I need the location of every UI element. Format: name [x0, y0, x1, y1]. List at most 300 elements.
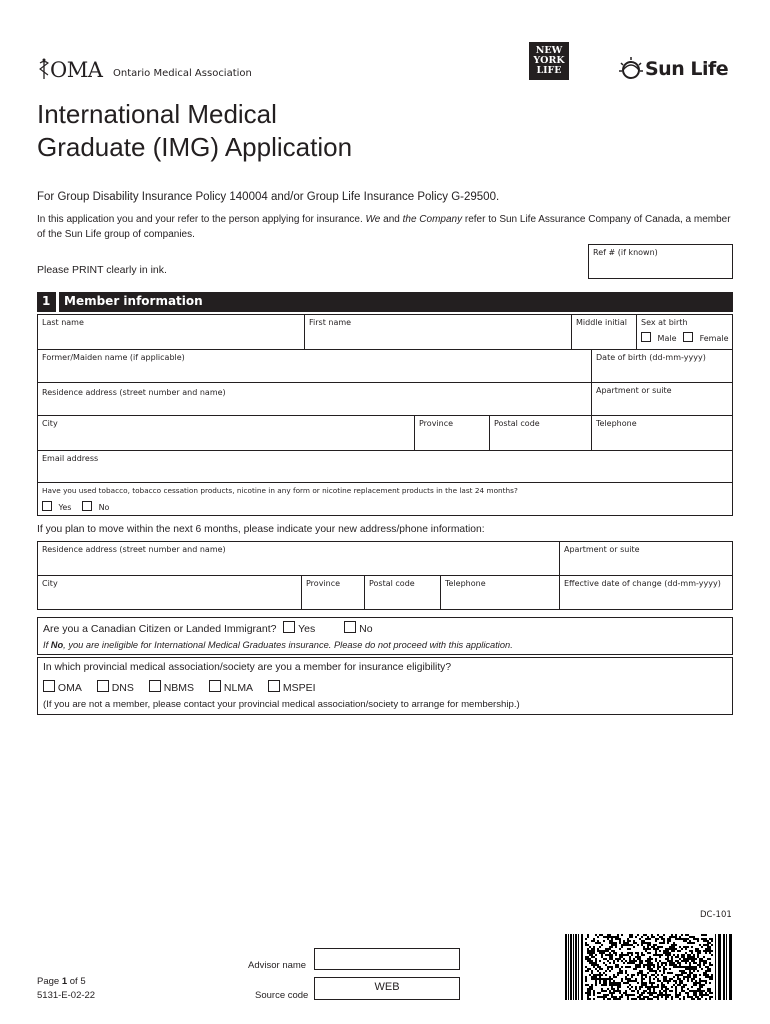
barcode-module	[663, 984, 665, 986]
barcode-module	[689, 954, 691, 956]
barcode-module	[681, 972, 683, 974]
barcode-module	[611, 944, 613, 946]
barcode-module	[649, 952, 651, 954]
barcode-module	[595, 968, 597, 970]
barcode-module	[593, 966, 595, 968]
barcode-module	[689, 966, 691, 968]
barcode-module	[693, 994, 695, 996]
tobacco-no-checkbox[interactable]	[82, 501, 92, 511]
barcode-module	[683, 940, 685, 942]
barcode-module	[695, 966, 697, 968]
apartment-field[interactable]	[591, 382, 733, 416]
former-name-field[interactable]	[37, 349, 592, 383]
advisor-name-field[interactable]	[314, 948, 460, 970]
barcode-module	[587, 944, 589, 946]
last-name-field[interactable]	[37, 314, 305, 350]
new-residence-field[interactable]	[37, 541, 560, 576]
barcode-module	[709, 964, 711, 966]
barcode-module	[629, 934, 631, 936]
residence-address-field[interactable]	[37, 382, 592, 416]
barcode-module	[697, 988, 699, 990]
barcode-module	[705, 938, 707, 940]
barcode-module	[605, 980, 607, 982]
barcode-module	[707, 968, 709, 970]
barcode-module	[705, 980, 707, 982]
barcode-module	[611, 946, 613, 948]
barcode-module	[693, 966, 695, 968]
barcode-module	[641, 978, 643, 980]
barcode-module	[625, 992, 627, 994]
barcode-module	[671, 946, 673, 948]
barcode-module	[629, 952, 631, 954]
barcode-module	[685, 958, 687, 960]
barcode-module	[679, 950, 681, 952]
barcode-module	[671, 960, 673, 962]
intro-desc-2: refer to Sun Life Assurance Company of Canada, a member of the Sun Life group of companies.	[37, 214, 731, 240]
barcode-module	[683, 998, 685, 1000]
barcode-module	[683, 960, 685, 962]
barcode-module	[645, 986, 647, 988]
caduceus-icon	[38, 58, 50, 80]
barcode-module	[693, 998, 695, 1000]
new-postal-code-field[interactable]	[364, 575, 441, 610]
barcode-module	[695, 992, 697, 994]
barcode-module	[709, 950, 711, 952]
barcode-module	[597, 978, 599, 980]
barcode-module	[621, 960, 623, 962]
barcode-module	[705, 998, 707, 1000]
new-telephone-field[interactable]	[440, 575, 560, 610]
barcode-module	[655, 940, 657, 942]
barcode-module	[687, 960, 689, 962]
barcode-module	[631, 994, 633, 996]
barcode-module	[687, 966, 689, 968]
barcode-module	[681, 948, 683, 950]
barcode-module	[597, 996, 599, 998]
barcode-module	[607, 954, 609, 956]
barcode-module	[705, 944, 707, 946]
mspei-checkbox[interactable]	[268, 680, 280, 692]
barcode-module	[627, 986, 629, 988]
barcode-module	[663, 976, 665, 978]
barcode-module	[597, 942, 599, 944]
barcode-module	[599, 960, 601, 962]
tobacco-yes-checkbox[interactable]	[42, 501, 52, 511]
barcode-module	[665, 988, 667, 990]
barcode-module	[591, 986, 593, 988]
barcode-module	[691, 958, 693, 960]
barcode-module	[653, 948, 655, 950]
barcode-module	[637, 966, 639, 968]
barcode-module	[589, 990, 591, 992]
barcode-module	[691, 946, 693, 948]
barcode-module	[669, 972, 671, 974]
barcode-module	[699, 998, 701, 1000]
barcode-module	[609, 956, 611, 958]
barcode-module	[705, 950, 707, 952]
barcode-module	[687, 994, 689, 996]
barcode-module	[679, 966, 681, 968]
barcode-module	[695, 976, 697, 978]
postal-code-field[interactable]	[489, 415, 592, 451]
barcode-module	[683, 972, 685, 974]
barcode-module	[699, 992, 701, 994]
barcode-module	[697, 956, 699, 958]
barcode-module	[669, 946, 671, 948]
ref-number-field[interactable]	[588, 244, 733, 279]
barcode-module	[649, 990, 651, 992]
barcode-module	[697, 940, 699, 942]
barcode-module	[603, 950, 605, 952]
middle-initial-field[interactable]	[571, 314, 637, 350]
barcode-module	[605, 996, 607, 998]
barcode-module	[603, 958, 605, 960]
effective-date-field[interactable]	[559, 575, 733, 610]
barcode-module	[599, 968, 601, 970]
barcode-module	[621, 952, 623, 954]
barcode-module	[677, 974, 679, 976]
barcode-module	[619, 940, 621, 942]
barcode-module	[661, 974, 663, 976]
barcode-module	[703, 960, 705, 962]
barcode-module	[645, 974, 647, 976]
barcode-module	[601, 934, 603, 936]
barcode-module	[665, 978, 667, 980]
barcode-module	[703, 944, 705, 946]
barcode-module	[647, 986, 649, 988]
nlma-checkbox[interactable]	[209, 680, 221, 692]
barcode-module	[667, 950, 669, 952]
barcode-module	[705, 982, 707, 984]
sun-life-text: Sun Life	[645, 58, 729, 80]
barcode-module	[607, 934, 609, 936]
barcode-module	[641, 944, 643, 946]
barcode-module	[635, 986, 637, 988]
barcode-module	[651, 984, 653, 986]
barcode-module	[667, 980, 669, 982]
barcode-module	[665, 986, 667, 988]
barcode-module	[677, 950, 679, 952]
barcode-module	[605, 974, 607, 976]
barcode-module	[679, 958, 681, 960]
oma-checkbox[interactable]	[43, 680, 55, 692]
barcode-module	[689, 962, 691, 964]
barcode-module	[607, 978, 609, 980]
barcode-module	[621, 980, 623, 982]
barcode-module	[619, 998, 621, 1000]
barcode-module	[653, 988, 655, 990]
barcode-module	[709, 946, 711, 948]
barcode-module	[661, 964, 663, 966]
barcode-module	[665, 980, 667, 982]
barcode-module	[655, 996, 657, 998]
barcode-module	[631, 934, 633, 936]
barcode-module	[639, 956, 641, 958]
nbms-checkbox[interactable]	[149, 680, 161, 692]
new-postal-code-label: Postal code	[369, 579, 415, 588]
barcode-module	[661, 986, 663, 988]
barcode-module	[603, 984, 605, 986]
barcode-module	[609, 952, 611, 954]
barcode-module	[707, 976, 709, 978]
barcode-module	[635, 952, 637, 954]
barcode-module	[693, 958, 695, 960]
barcode-module	[667, 940, 669, 942]
barcode-module	[609, 970, 611, 972]
barcode-module	[641, 976, 643, 978]
barcode-module	[609, 978, 611, 980]
barcode-module	[681, 980, 683, 982]
barcode-module	[671, 978, 673, 980]
barcode-module	[687, 956, 689, 958]
barcode-module	[661, 982, 663, 984]
barcode-module	[675, 936, 677, 938]
barcode-module	[671, 958, 673, 960]
barcode-module	[645, 984, 647, 986]
barcode-module	[671, 990, 673, 992]
barcode-module	[649, 958, 651, 960]
barcode-module	[615, 936, 617, 938]
barcode-module	[633, 990, 635, 992]
barcode-module	[585, 978, 587, 980]
barcode-module	[663, 966, 665, 968]
citizen-no-checkbox[interactable]	[344, 621, 356, 633]
new-york-life-logo	[529, 42, 569, 80]
barcode-module	[705, 972, 707, 974]
barcode-module	[609, 980, 611, 982]
barcode-module	[615, 954, 617, 956]
barcode-module	[659, 990, 661, 992]
barcode-module	[591, 970, 593, 972]
barcode-module	[671, 956, 673, 958]
barcode-module	[603, 962, 605, 964]
barcode-module	[657, 966, 659, 968]
new-province-field[interactable]	[301, 575, 365, 610]
barcode-module	[609, 966, 611, 968]
barcode-module	[711, 944, 713, 946]
barcode-module	[647, 998, 649, 1000]
barcode-module	[635, 964, 637, 966]
barcode-module	[673, 946, 675, 948]
barcode-module	[593, 998, 595, 1000]
barcode-module	[703, 994, 705, 996]
barcode-module	[635, 998, 637, 1000]
barcode-module	[651, 946, 653, 948]
barcode-module	[615, 976, 617, 978]
mspei-option-label: MSPEI	[282, 682, 316, 694]
barcode-module	[701, 968, 703, 970]
barcode-module	[695, 968, 697, 970]
barcode-module	[699, 964, 701, 966]
barcode-module	[679, 984, 681, 986]
barcode-module	[675, 960, 677, 962]
first-name-field[interactable]	[304, 314, 572, 350]
barcode-module	[595, 934, 597, 936]
barcode-module	[665, 962, 667, 964]
barcode-module	[633, 974, 635, 976]
barcode-module	[705, 970, 707, 972]
barcode-module	[687, 958, 689, 960]
barcode-module	[681, 990, 683, 992]
source-code-field[interactable]	[314, 977, 460, 1000]
barcode-module	[631, 960, 633, 962]
barcode-module	[655, 944, 657, 946]
barcode-module	[591, 988, 593, 990]
barcode-module	[665, 948, 667, 950]
barcode-module	[647, 992, 649, 994]
barcode-module	[695, 962, 697, 964]
barcode-module	[709, 948, 711, 950]
barcode-module	[615, 952, 617, 954]
barcode-module	[627, 954, 629, 956]
date-of-birth-field[interactable]	[591, 349, 733, 383]
barcode-module	[647, 960, 649, 962]
tobacco-options	[42, 501, 113, 512]
barcode-module	[651, 934, 653, 936]
barcode-module	[697, 970, 699, 972]
barcode-module	[677, 962, 679, 964]
citizenship-question-row	[43, 621, 373, 635]
form-code: DC-101	[700, 910, 732, 920]
barcode-module	[629, 936, 631, 938]
barcode-module	[669, 994, 671, 996]
citizen-yes-checkbox[interactable]	[283, 621, 295, 633]
barcode-module	[587, 950, 589, 952]
barcode-module	[625, 954, 627, 956]
barcode-module	[591, 964, 593, 966]
email-field[interactable]	[37, 450, 733, 483]
barcode-module	[609, 982, 611, 984]
barcode-module	[691, 952, 693, 954]
barcode-module	[591, 954, 593, 956]
barcode-module	[679, 978, 681, 980]
barcode-module	[613, 992, 615, 994]
barcode-module	[679, 970, 681, 972]
barcode-module	[603, 978, 605, 980]
barcode-module	[611, 936, 613, 938]
barcode-module	[669, 968, 671, 970]
barcode-module	[593, 938, 595, 940]
barcode-module	[703, 950, 705, 952]
barcode-module	[655, 960, 657, 962]
city-label: City	[42, 419, 58, 428]
telephone-field[interactable]	[591, 415, 733, 451]
barcode-module	[621, 954, 623, 956]
new-apartment-field[interactable]	[559, 541, 733, 576]
barcode-module	[681, 982, 683, 984]
barcode-module	[613, 976, 615, 978]
former-name-label: Former/Maiden name (if applicable)	[42, 353, 185, 362]
barcode-module	[693, 970, 695, 972]
barcode-module	[619, 942, 621, 944]
barcode-module	[601, 984, 603, 986]
barcode-module	[659, 960, 661, 962]
barcode-module	[687, 992, 689, 994]
barcode-module	[619, 956, 621, 958]
barcode-module	[699, 988, 701, 990]
intro-we: We	[365, 214, 381, 225]
barcode-module	[649, 986, 651, 988]
barcode-module	[601, 956, 603, 958]
barcode-module	[627, 998, 629, 1000]
barcode-module	[625, 982, 627, 984]
barcode-module	[643, 946, 645, 948]
barcode-module	[677, 956, 679, 958]
city-field[interactable]	[37, 415, 415, 451]
barcode-module	[597, 948, 599, 950]
barcode-module	[623, 942, 625, 944]
barcode-module	[675, 956, 677, 958]
barcode-module	[587, 992, 589, 994]
barcode-module	[619, 990, 621, 992]
barcode-module	[645, 938, 647, 940]
barcode-module	[595, 974, 597, 976]
intro-company: the Company	[402, 214, 463, 225]
barcode-module	[673, 936, 675, 938]
barcode-module	[679, 946, 681, 948]
barcode-module	[599, 966, 601, 968]
barcode-module	[609, 962, 611, 964]
barcode-module	[603, 994, 605, 996]
barcode-module	[667, 988, 669, 990]
barcode-module	[605, 984, 607, 986]
barcode-module	[605, 948, 607, 950]
female-checkbox[interactable]	[683, 332, 693, 342]
barcode-module	[679, 982, 681, 984]
barcode-module	[627, 978, 629, 980]
province-field[interactable]	[414, 415, 490, 451]
new-city-field[interactable]	[37, 575, 302, 610]
barcode-module	[689, 956, 691, 958]
barcode-module	[585, 976, 587, 978]
dns-checkbox[interactable]	[97, 680, 109, 692]
barcode-module	[703, 938, 705, 940]
barcode-module	[639, 962, 641, 964]
barcode-module	[667, 956, 669, 958]
barcode-module	[609, 992, 611, 994]
barcode-module	[675, 948, 677, 950]
barcode-module	[609, 946, 611, 948]
barcode-module	[677, 938, 679, 940]
barcode-module	[673, 976, 675, 978]
barcode-module	[709, 970, 711, 972]
barcode-image	[565, 934, 733, 1000]
barcode-module	[707, 940, 709, 942]
barcode-module	[689, 936, 691, 938]
barcode-module	[697, 954, 699, 956]
barcode-module	[663, 940, 665, 942]
barcode-module	[671, 934, 673, 936]
section-1-header	[37, 292, 733, 312]
citizenship-block	[37, 617, 733, 655]
barcode-module	[671, 950, 673, 952]
barcode-module	[659, 942, 661, 944]
barcode-module	[629, 948, 631, 950]
male-checkbox[interactable]	[641, 332, 651, 342]
barcode-module	[647, 936, 649, 938]
barcode-module	[613, 962, 615, 964]
barcode-module	[681, 934, 683, 936]
barcode-module	[659, 946, 661, 948]
barcode-module	[637, 944, 639, 946]
barcode-module	[605, 936, 607, 938]
barcode-module	[637, 974, 639, 976]
barcode-module	[601, 944, 603, 946]
barcode-module	[643, 966, 645, 968]
association-options	[43, 680, 316, 694]
barcode-module	[681, 960, 683, 962]
barcode-module	[661, 988, 663, 990]
